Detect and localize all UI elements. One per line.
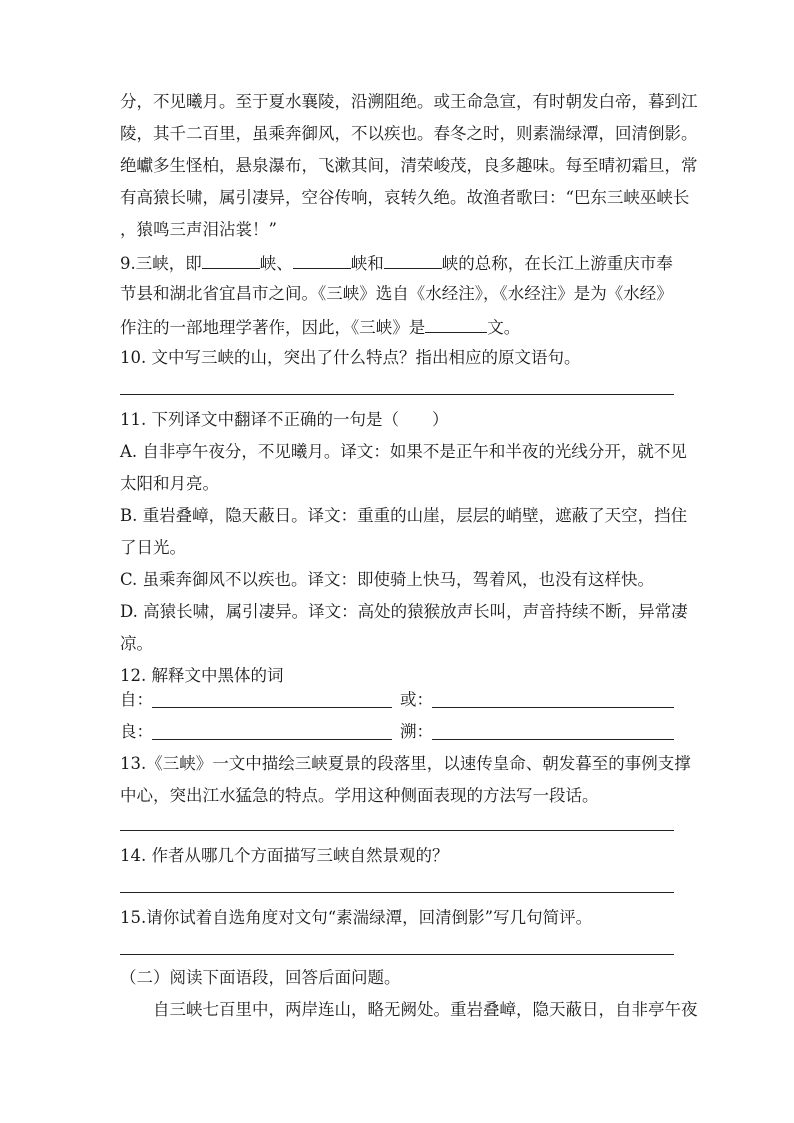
option-a-cont: 太阳和月亮。 bbox=[120, 474, 219, 493]
q12-blank-4[interactable] bbox=[432, 739, 674, 740]
q9-text: 峡和 bbox=[350, 254, 384, 273]
q12-word-label: 或： bbox=[400, 690, 433, 709]
q12-blank-1[interactable] bbox=[152, 707, 392, 708]
question-15: 15.请你试着自选角度对文句“素湍绿潭，回清倒影”写几句简评。 bbox=[120, 908, 593, 927]
section-heading: （二）阅读下面语段，回答后面问题。 bbox=[120, 968, 401, 987]
answer-line-14[interactable] bbox=[120, 892, 674, 893]
question-13-line1: 13.《三峡》一文中描绘三峡夏景的段落里，以速传皇命、朝发暮至的事例支撑 bbox=[120, 754, 691, 773]
q9-text: 9.三峡，即 bbox=[120, 254, 202, 273]
passage-line: 有高猿长啸，属引凄异，空谷传响，哀转久绝。故渔者歌曰：“巴东三峡巫峡长 bbox=[120, 188, 690, 207]
q12-row-1 bbox=[120, 690, 676, 712]
question-13-line2: 中心，突出江水猛急的特点。学用这种侧面表现的方法写一段话。 bbox=[120, 786, 599, 805]
q12-word-label: 自： bbox=[120, 690, 153, 709]
passage-line: 陵，其千二百里，虽乘奔御风，不以疾也。春冬之时，则素湍绿潭，回清倒影。 bbox=[120, 124, 698, 143]
passage-line: 绝巘多生怪柏，悬泉瀑布，飞漱其间，清荣峻茂，良多趣味。每至晴初霜旦，常 bbox=[120, 156, 698, 175]
option-d-cont: 凉。 bbox=[120, 634, 153, 653]
answer-line-15[interactable] bbox=[120, 954, 674, 955]
question-9-line2: 节县和湖北省宜昌市之间。《三峡》选自《水经注》，《水经注》是为《水经》 bbox=[120, 284, 673, 303]
answer-line-10[interactable] bbox=[120, 394, 674, 395]
q12-word-label: 良： bbox=[120, 722, 153, 741]
question-11-stem: 11. 下列译文中翻译不正确的一句是（ ） bbox=[120, 410, 449, 429]
q9-text: 文。 bbox=[487, 318, 521, 337]
question-9-line3 bbox=[120, 316, 676, 338]
passage-line: 分，不见曦月。至于夏水襄陵，沿溯阻绝。或王命急宣，有时朝发白帝，暮到江 bbox=[120, 92, 698, 111]
q9-text: 峡的总称，在长江上游重庆市奉 bbox=[441, 254, 673, 273]
q12-word-label: 溯： bbox=[400, 722, 433, 741]
q9-blank-2[interactable] bbox=[293, 252, 351, 269]
q9-text: 作注的一部地理学著作，因此，《三峡》是 bbox=[120, 318, 426, 337]
q12-row-2 bbox=[120, 722, 676, 744]
option-c[interactable]: C. 虽乘奔御风不以疾也。译文：即使骑上快马，驾着风，也没有这样快。 bbox=[120, 570, 655, 589]
option-a[interactable]: A. 自非亭午夜分，不见曦月。译文：如果不是正午和半夜的光线分开，就不见 bbox=[120, 442, 687, 461]
option-b[interactable]: B. 重岩叠嶂，隐天蔽日。译文：重重的山崖，层层的峭壁，遮蔽了天空，挡住 bbox=[120, 506, 688, 525]
question-12-stem: 12. 解释文中黑体的词 bbox=[120, 666, 284, 685]
q9-blank-3[interactable] bbox=[384, 252, 442, 269]
option-d[interactable]: D. 高猿长啸，属引凄异。译文：高处的猿猴放声长叫，声音持续不断，异常凄 bbox=[120, 602, 688, 621]
passage-line: 自三峡七百里中，两岸连山，略无阙处。重岩叠嶂，隐天蔽日，自非亭午夜 bbox=[120, 1000, 698, 1019]
q9-blank-4[interactable] bbox=[425, 316, 487, 333]
q9-text: 峡、 bbox=[259, 254, 293, 273]
option-b-cont: 了日光。 bbox=[120, 538, 186, 557]
q9-blank-1[interactable] bbox=[202, 252, 260, 269]
question-10: 10. 文中写三峡的山，突出了什么特点？指出相应的原文语句。 bbox=[120, 348, 581, 367]
question-9-line1 bbox=[120, 252, 676, 274]
question-14: 14. 作者从哪几个方面描写三峡自然景观的？ bbox=[120, 846, 449, 865]
q12-blank-2[interactable] bbox=[432, 707, 674, 708]
passage-line: ，猿鸣三声泪沾裳！” bbox=[120, 220, 277, 239]
answer-line-13[interactable] bbox=[120, 830, 674, 831]
q12-blank-3[interactable] bbox=[152, 739, 392, 740]
